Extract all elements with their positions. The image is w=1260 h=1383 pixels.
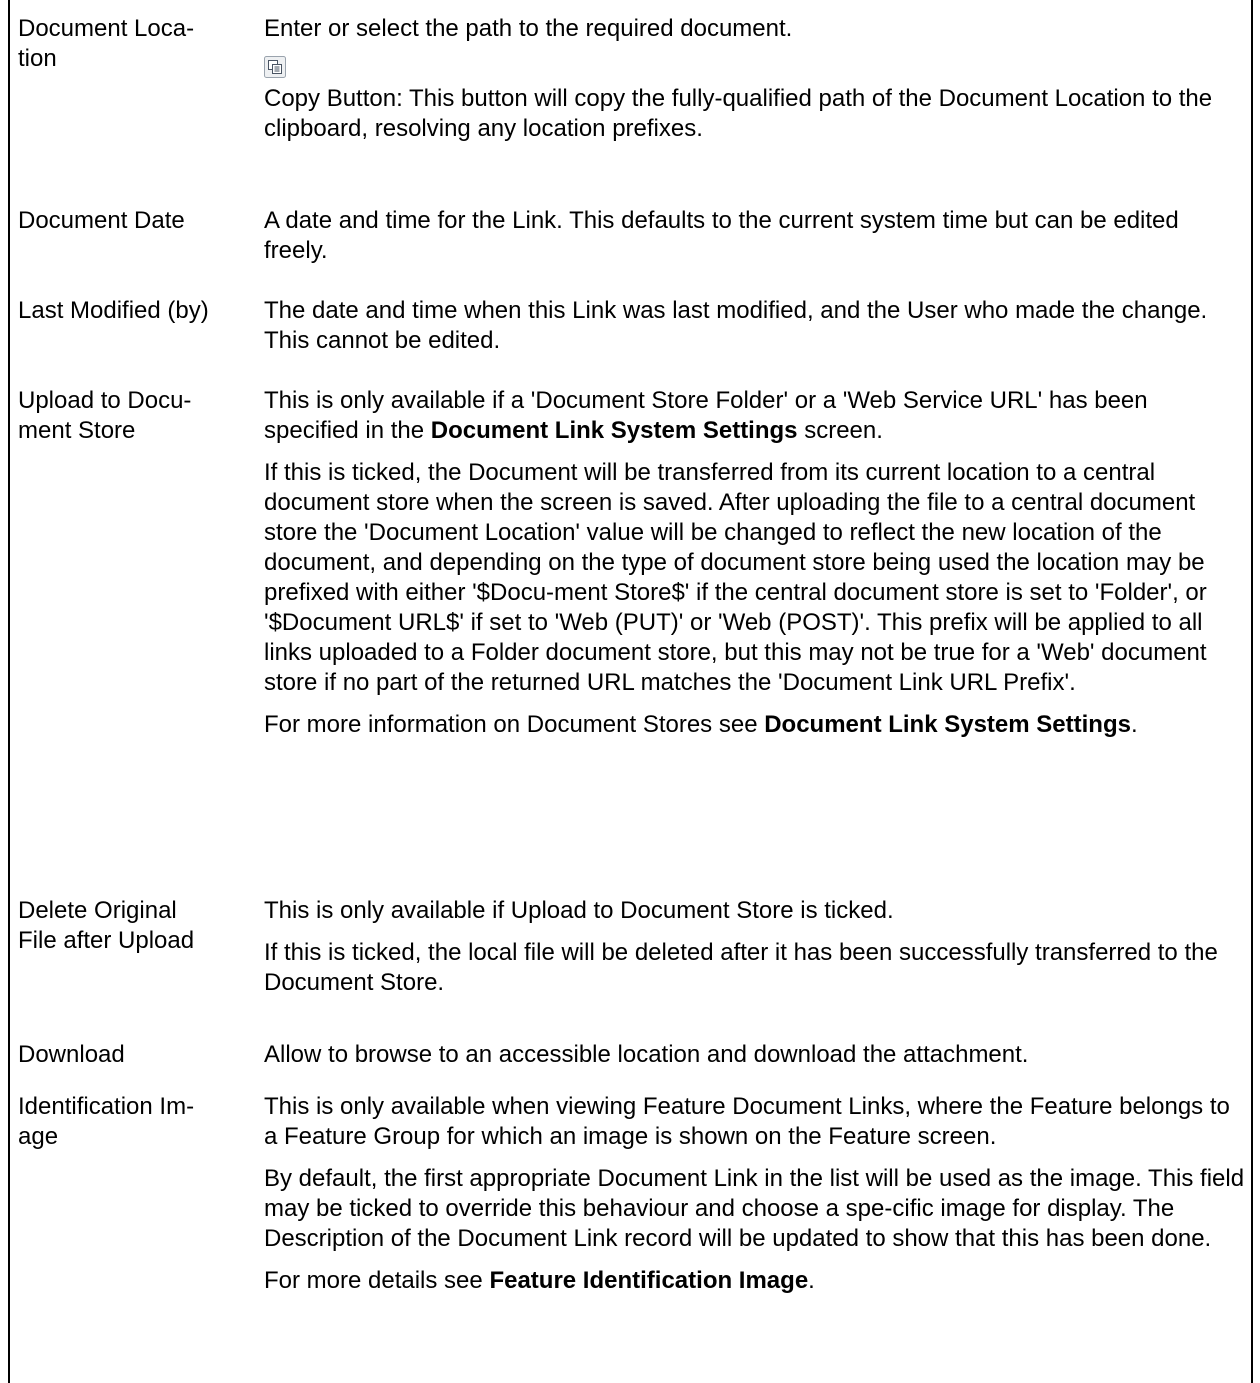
- definition-text: If this is ticked, the local file will be deleted after it has been successfully transferred to the Document Store.: [264, 939, 1218, 996]
- term-document-location: Document Loca- tion: [18, 15, 195, 72]
- def-download: [264, 1040, 1246, 1070]
- def-document-location: [264, 14, 1246, 144]
- definition-text: For more information on Document Stores see Document Link System Settings.: [264, 711, 1138, 738]
- term-upload-to-document-store: Upload to Docu- ment Store: [18, 387, 192, 444]
- definition-text: If this is ticked, the Document will be transferred from its current location to a central document store when the screen is saved. After uploading the file to a central document store the 'Document Location' value will be changed to reflect the new location of the document, and depending on the type of document store being used the location may be prefixed with either '$Docu-ment Store$' if the central document store is set to 'Folder', or '$Document URL$' if set to 'Web (PUT)' or 'Web (POST)'. This prefix will be applied to all links uploaded to a Folder document store, but this may not be true for a 'Web' document store if no part of the returned URL matches the 'Document Link URL Prefix'.: [264, 459, 1207, 696]
- def-last-modified: [264, 296, 1246, 356]
- term-document-date: Document Date: [18, 207, 185, 234]
- definition-text: This is only available if a 'Document Store Folder' or a 'Web Service URL' has been specified in the Document Link System Settings screen.: [264, 387, 1148, 444]
- term-download: Download: [18, 1041, 125, 1068]
- term-delete-original-file: Delete Original File after Upload: [18, 897, 195, 954]
- definition-text: Copy Button: This button will copy the fully-qualified path of the Document Location to the clipboard, resolving any location prefixes.: [264, 85, 1213, 142]
- link-document-link-system-settings[interactable]: Document Link System Settings: [430, 417, 798, 444]
- link-document-link-system-settings[interactable]: Document Link System Settings: [764, 711, 1131, 738]
- copy-icon[interactable]: [264, 56, 286, 78]
- definition-text: This is only available when viewing Feature Document Links, where the Feature belongs to a Feature Group for which an image is shown on the Feature screen.: [264, 1093, 1230, 1150]
- right-table-border: [1251, 0, 1253, 1383]
- left-table-border: [8, 0, 10, 1383]
- def-delete-original-file: [264, 896, 1246, 998]
- definition-text: A date and time for the Link. This defaults to the current system time but can be edited freely.: [264, 207, 1179, 264]
- definition-text: For more details see Feature Identification Image.: [264, 1267, 815, 1294]
- definition-text: Enter or select the path to the required document.: [264, 15, 793, 42]
- definition-text: By default, the first appropriate Document Link in the list will be used as the image. This field may be ticked to override this behaviour and choose a spe-cific image for display. The Description of the Document Link record will be updated to show that this has been done.: [264, 1165, 1245, 1252]
- def-identification-image: [264, 1092, 1246, 1296]
- definition-text: Allow to browse to an accessible location and download the attachment.: [264, 1041, 1029, 1068]
- link-feature-identification-image[interactable]: Feature Identification Image: [489, 1267, 809, 1294]
- definition-text: The date and time when this Link was last modified, and the User who made the change. This cannot be edited.: [264, 297, 1208, 354]
- def-document-date: [264, 206, 1246, 266]
- term-identification-image: Identification Im- age: [18, 1093, 195, 1150]
- def-upload-to-document-store: [264, 386, 1246, 740]
- definition-text: This is only available if Upload to Document Store is ticked.: [264, 897, 894, 924]
- term-last-modified: Last Modified (by): [18, 297, 209, 324]
